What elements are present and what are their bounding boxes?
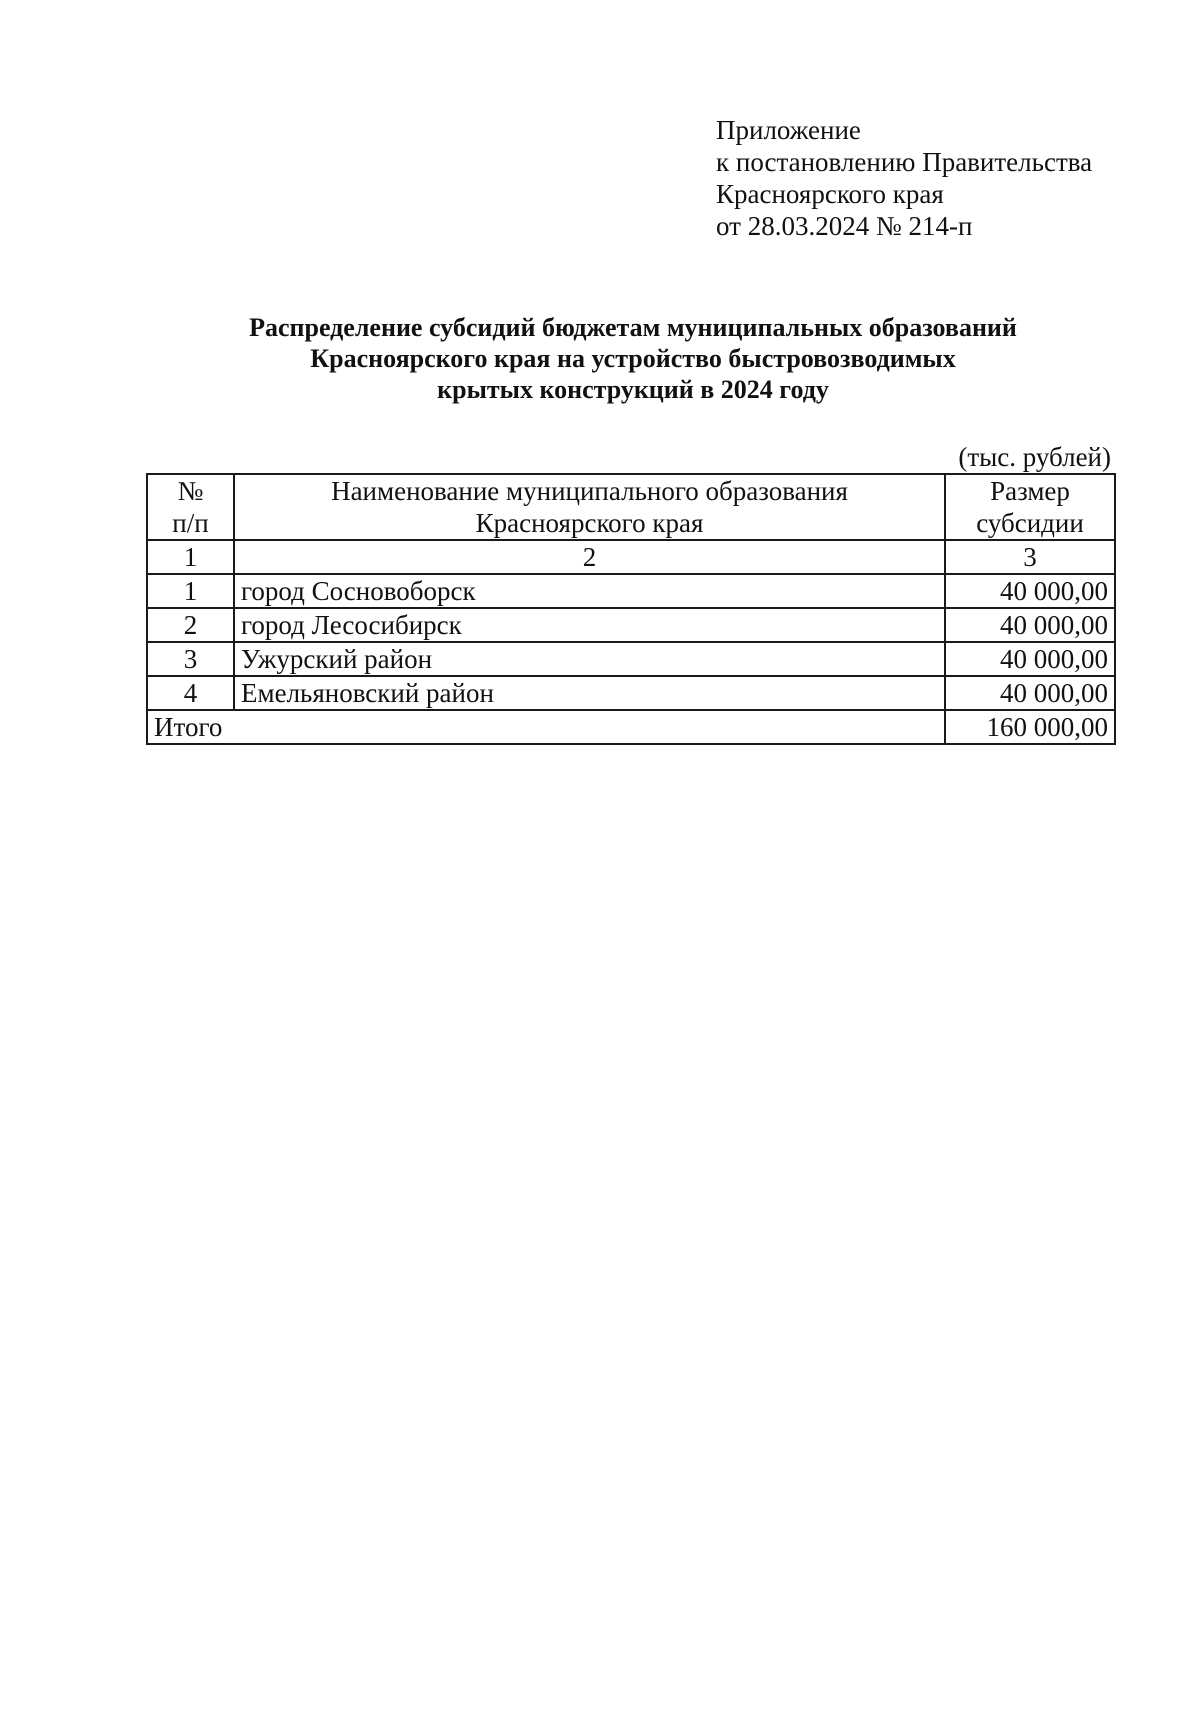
row-amount: 40 000,00 (945, 574, 1115, 608)
row-name: Емельяновский район (234, 676, 945, 710)
table-row (147, 608, 1115, 642)
row-amount: 40 000,00 (945, 642, 1115, 676)
appendix-line: от 28.03.2024 № 214-п (716, 211, 973, 241)
appendix-block (716, 114, 1092, 242)
document-title (150, 312, 1116, 405)
table-row (147, 642, 1115, 676)
header-number-line: п/п (172, 508, 209, 538)
header-number-line: № (177, 476, 204, 506)
row-amount: 40 000,00 (945, 676, 1115, 710)
column-number-cell: 1 (147, 540, 234, 574)
row-number: 1 (147, 574, 234, 608)
header-name (234, 474, 945, 540)
header-amount-line: Размер (990, 476, 1070, 506)
table-row (147, 676, 1115, 710)
row-number: 4 (147, 676, 234, 710)
total-amount: 160 000,00 (945, 710, 1115, 744)
appendix-line: к постановлению Правительства (716, 147, 1093, 177)
row-name: город Сосновоборск (234, 574, 945, 608)
column-number-cell: 3 (945, 540, 1115, 574)
header-number (147, 474, 234, 540)
column-number-row (147, 540, 1115, 574)
subsidy-table (146, 473, 1116, 745)
title-line: Красноярского края на устройство быстровозводимых (310, 344, 956, 373)
row-number: 2 (147, 608, 234, 642)
units-label: (тыс. рублей) (958, 442, 1111, 472)
row-number: 3 (147, 642, 234, 676)
header-amount (945, 474, 1115, 540)
header-name-line: Красноярского края (475, 508, 704, 538)
total-row (147, 710, 1115, 744)
column-number-cell: 2 (234, 540, 945, 574)
row-name: город Лесосибирск (234, 608, 945, 642)
title-line: крытых конструкций в 2024 году (437, 375, 829, 404)
header-name-line: Наименование муниципального образования (331, 476, 848, 506)
table-row (147, 574, 1115, 608)
header-amount-line: субсидии (976, 508, 1084, 538)
appendix-line: Красноярского края (716, 179, 944, 209)
total-label: Итого (147, 710, 945, 744)
row-name: Ужурский район (234, 642, 945, 676)
appendix-line: Приложение (716, 115, 861, 145)
title-line: Распределение субсидий бюджетам муниципальных образований (249, 313, 1017, 342)
row-amount: 40 000,00 (945, 608, 1115, 642)
table-header-row (147, 474, 1115, 540)
